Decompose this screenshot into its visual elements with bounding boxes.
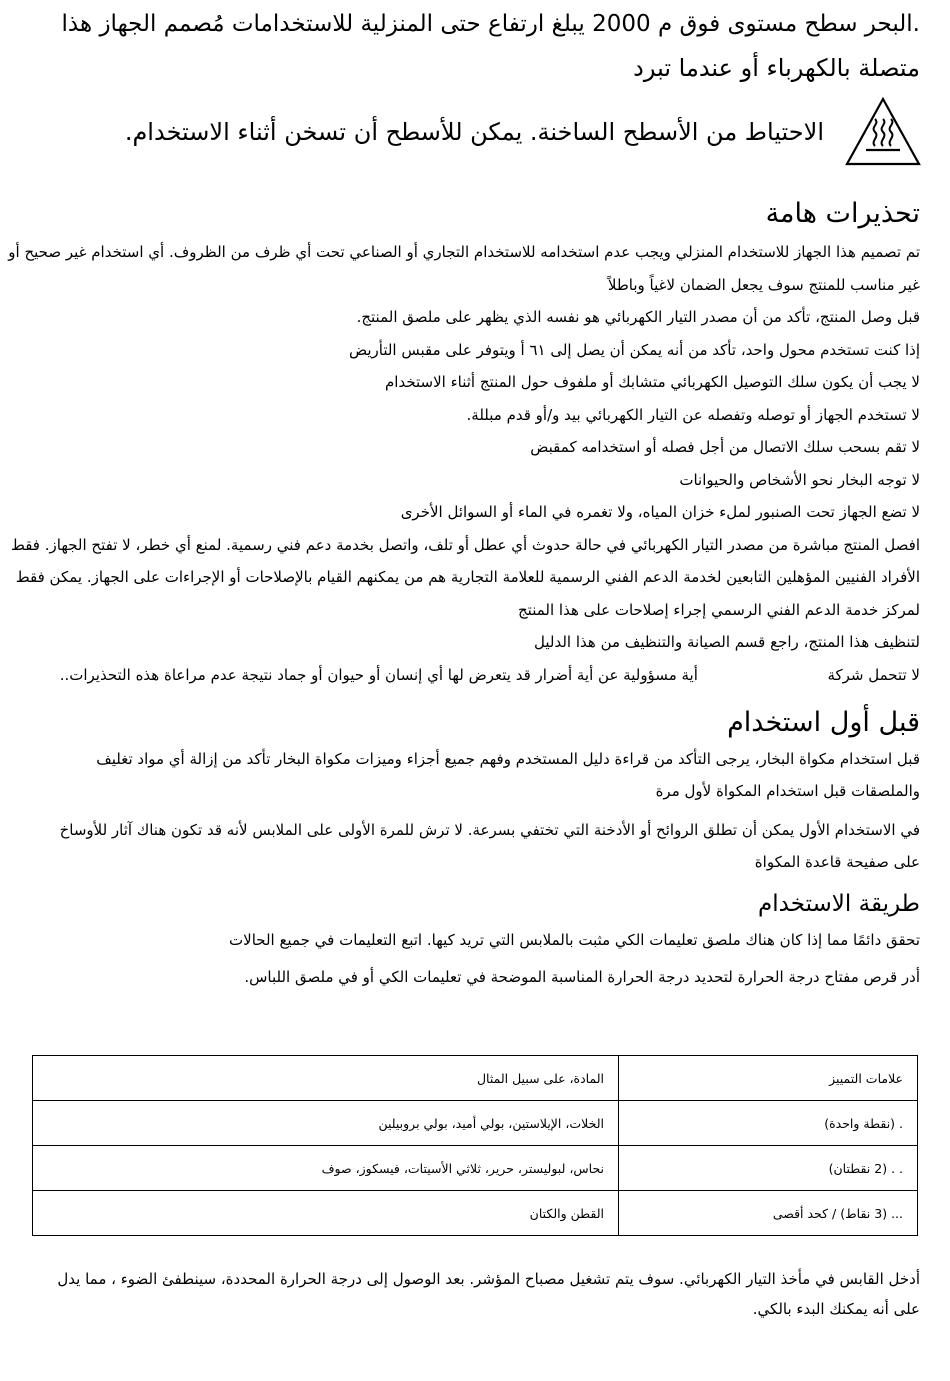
hot-surface-warning: [30, 96, 922, 168]
table-cell: نحاس، لبوليستر، حرير، ثلاثي الأسيتات، فيسكوز، صوف: [33, 1146, 619, 1191]
hot-surface-warning-icon: [844, 96, 922, 168]
intro-line-1: .البحر سطح مستوى فوق م 2000 يبلغ ارتفاع حتى المنزلية للاستخدامات مُصمم الجهاز هذا: [61, 11, 920, 37]
warning-line: لا تستخدم الجهاز أو توصله وتفصله عن التيار الكهربائي بيد و/أو قدم مبللة.: [466, 405, 920, 424]
table-cell: القطن والكتان: [33, 1191, 619, 1236]
warning-line: إذا كنت تستخدم محول واحد، تأكد من أنه يمكن أن يصل إلى ٦١ أ ويتوفر على مقبس التأريض: [348, 340, 920, 359]
table-row: [33, 1146, 918, 1191]
table-cell: الخلات، الإيلاستين، بولي أميد، بولي بروبيلين: [33, 1101, 619, 1146]
liability-start: لا تتحمل شركة: [827, 665, 920, 684]
warning-line: لا تقم بسحب سلك الاتصال من أجل فصله أو استخدامه كمقبض: [530, 438, 920, 456]
hot-surface-warning-text: الاحتياط من الأسطح الساخنة. يمكن للأسطح أن تسخن أثناء الاستخدام.: [124, 118, 824, 146]
important-warnings-list: [8, 236, 920, 691]
warning-line: لا توجه البخار نحو الأشخاص والحيوانات: [679, 470, 920, 489]
table-header-cell: المادة، على سبيل المثال: [33, 1056, 619, 1101]
liability-end: أية مسؤولية عن أية أضرار قد يتعرض لها أي إنسان أو حيوان أو جماد نتيجة عدم مراعاة هذه التحذيرات..: [59, 665, 698, 684]
final-paragraph: أدخل القابس في مأخذ التيار الكهربائي. سوف يتم تشغيل مصباح المؤشر. بعد الوصول إلى درجة الحرارة المحددة، سينطفئ الضوء ، مما يدل على أنه يمكنك البدء بالكي.: [57, 1270, 920, 1318]
usage-title: طريقة الاستخدام: [758, 891, 920, 917]
table-cell: . . (2 نقطتان): [619, 1146, 918, 1191]
warning-line-liability: [30, 659, 920, 692]
warning-line: لا تضع الجهاز تحت الصنبور لملء خزان المياه، ولا تغمره في الماء أو السوائل الأخرى: [400, 503, 920, 521]
warning-line: غير مناسب للمنتج سوف يجعل الضمان لاغياً وباطلاً: [607, 275, 920, 294]
before-first-use-para-1: قبل استخدام مكواة البخار، يرجى التأكد من قراءة دليل المستخدم وفهم جميع أجزاء وميزات مكواة البخار تأكد من إزالة أي مواد تغليف والملصقات قبل استخدام المكواة لأول مرة: [96, 750, 920, 800]
table-header-row: [33, 1056, 918, 1101]
usage-line-2: أدر قرص مفتاح درجة الحرارة لتحديد درجة الحرارة المناسبة الموضحة في تعليمات الكي أو في ملصق اللباس.: [244, 968, 920, 986]
table-cell: ... (3 نقاط) / كحد أقصى: [619, 1191, 918, 1236]
warning-line: لتنظيف هذا المنتج، راجع قسم الصيانة والتنظيف من هذا الدليل: [534, 633, 920, 651]
warning-line: تم تصميم هذا الجهاز للاستخدام المنزلي ويجب عدم استخدامه للاستخدام التجاري أو الصناعي تحت أي ظرف من الظروف. أي استخدام غير صحيح أو: [8, 243, 920, 261]
table-cell: . (نقطة واحدة): [619, 1101, 918, 1146]
intro-line-2: متصلة بالكهرباء أو عندما تبرد: [633, 54, 920, 82]
table-header-cell: علامات التمييز: [619, 1056, 918, 1101]
table-row: [33, 1191, 918, 1236]
table-row: [33, 1101, 918, 1146]
temperature-marks-table: [32, 1055, 918, 1236]
usage-line-1: تحقق دائمًا مما إذا كان هناك ملصق تعليمات الكي مثبت بالملابس التي تريد كيها. اتبع التعليمات في جميع الحالات: [229, 931, 920, 949]
warning-line: قبل وصل المنتج، تأكد من أن مصدر التيار الكهربائي هو نفسه الذي يظهر على ملصق المنتج.: [356, 308, 920, 326]
warning-line: لمركز خدمة الدعم الفني الرسمي إجراء إصلاحات على هذا المنتج: [518, 600, 920, 619]
important-warnings-title: تحذيرات هامة: [765, 198, 920, 229]
before-first-use-para-2: في الاستخدام الأول يمكن أن تطلق الروائح أو الأدخنة التي تختفي بسرعة. لا ترش للمرة الأولى على الملابس لأنه قد تكون هناك آثار للأوساخ على صفيحة قاعدة المكواة: [59, 821, 920, 871]
warning-line: الأفراد الفنيين المؤهلين التابعين لخدمة الدعم الفني الرسمية للعلامة التجارية هم من يمكنهم القيام بالإصلاحات أو الإجراءات على الجهاز. يمكن فقط: [15, 568, 920, 586]
warning-line: افصل المنتج مباشرة من مصدر التيار الكهربائي في حالة حدوث أي عطل أو تلف، واتصل بخدمة دعم فني رسمية. لمنع أي خطر، لا تفتح الجهاز. فقط: [10, 535, 920, 554]
warning-line: لا يجب أن يكون سلك التوصيل الكهربائي متشابك أو ملفوف حول المنتج أثناء الاستخدام: [385, 373, 920, 391]
before-first-use-title: قبل أول استخدام: [727, 707, 920, 738]
